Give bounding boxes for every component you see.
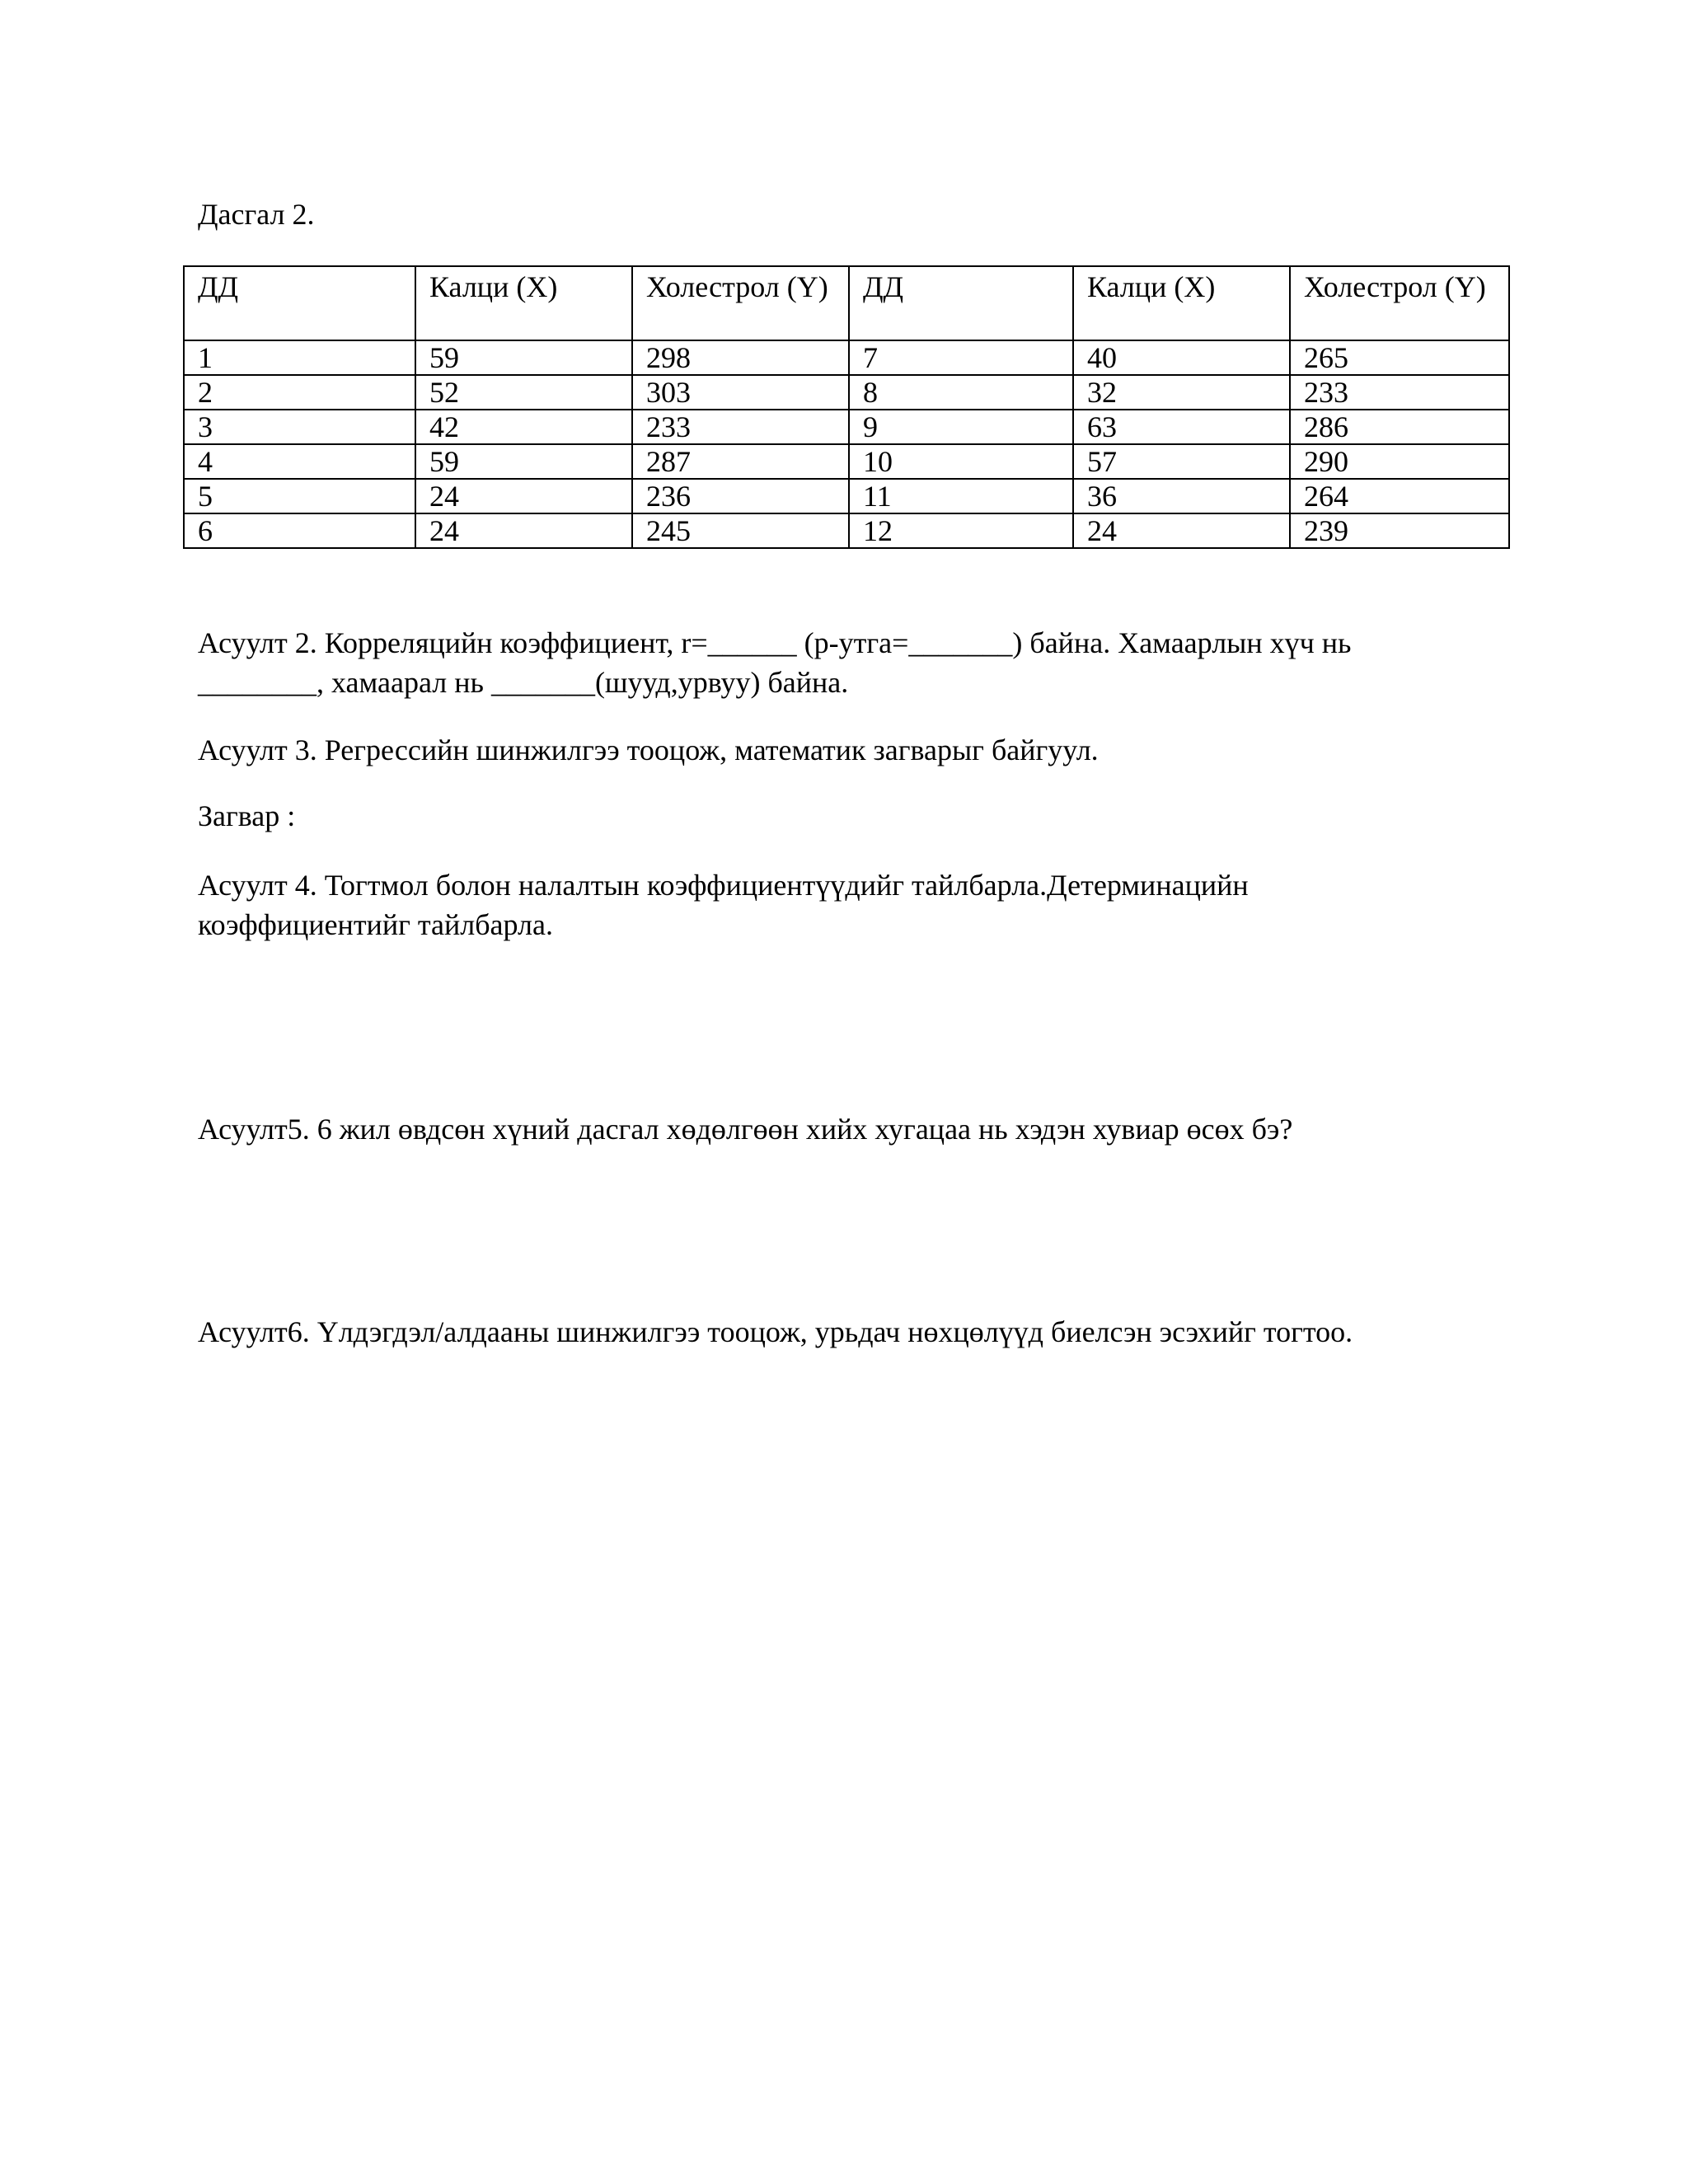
table-row: [184, 340, 1509, 375]
table-row: [184, 375, 1509, 410]
table-cell: 36: [1073, 479, 1290, 513]
table-cell: 287: [632, 444, 849, 479]
header-cell: Холестрол (Y): [632, 266, 849, 340]
table-cell: 233: [1290, 375, 1509, 410]
table-row: [184, 410, 1509, 444]
table-cell: 10: [849, 444, 1073, 479]
table-cell: 24: [1073, 513, 1290, 548]
table-row: [184, 479, 1509, 513]
question-2: Асуулт 2. Корреляцийн коэффициент, r=______ (p-утга=_______) байна. Хамаарлын хүч нь ________, хамаарал нь _______(шууд,урвуу) байна.: [198, 626, 1352, 699]
table-cell: 9: [849, 410, 1073, 444]
exercise-heading: Дасгал 2.: [198, 198, 315, 231]
table-header-row: [184, 266, 1509, 340]
table-cell: 5: [184, 479, 415, 513]
table-cell: 286: [1290, 410, 1509, 444]
table-cell: 42: [415, 410, 632, 444]
table-cell: 57: [1073, 444, 1290, 479]
table-row: [184, 444, 1509, 479]
table-cell: 63: [1073, 410, 1290, 444]
table-cell: 1: [184, 340, 415, 375]
table-cell: 59: [415, 444, 632, 479]
table-cell: 236: [632, 479, 849, 513]
table-cell: 245: [632, 513, 849, 548]
question-5: Асуулт5. 6 жил өвдсөн хүний дасгал хөдөлгөөн хийх хугацаа нь хэдэн хувиар өсөх бэ?: [198, 1113, 1293, 1146]
model-label: Загвар :: [198, 799, 296, 832]
table-cell: 264: [1290, 479, 1509, 513]
table-cell: 298: [632, 340, 849, 375]
table-cell: 8: [849, 375, 1073, 410]
table-cell: 3: [184, 410, 415, 444]
table-cell: 7: [849, 340, 1073, 375]
table-cell: 2: [184, 375, 415, 410]
header-cell: Калци (X): [1073, 266, 1290, 340]
table-body: [184, 266, 1509, 548]
table-cell: 11: [849, 479, 1073, 513]
table-cell: 40: [1073, 340, 1290, 375]
table-cell: 24: [415, 513, 632, 548]
table-cell: 59: [415, 340, 632, 375]
question-4: Асуулт 4. Тогтмол болон налалтын коэффициентүүдийг тайлбарла.Детерминацийн коэффициентийг тайлбарла.: [198, 869, 1249, 941]
table-cell: 233: [632, 410, 849, 444]
table-cell: 4: [184, 444, 415, 479]
header-cell: Калци (X): [415, 266, 632, 340]
question-6: Асуулт6. Үлдэгдэл/алдааны шинжилгээ тооцож, урьдач нөхцөлүүд биелсэн эсэхийг тогтоо.: [198, 1315, 1353, 1348]
header-cell: ДД: [184, 266, 415, 340]
table-cell: 303: [632, 375, 849, 410]
table-cell: 52: [415, 375, 632, 410]
table-cell: 24: [415, 479, 632, 513]
data-table: [183, 265, 1510, 549]
header-cell: Холестрол (Y): [1290, 266, 1509, 340]
table-cell: 6: [184, 513, 415, 548]
table-row: [184, 513, 1509, 548]
header-cell: ДД: [849, 266, 1073, 340]
table-cell: 239: [1290, 513, 1509, 548]
table-cell: 32: [1073, 375, 1290, 410]
table-cell: 12: [849, 513, 1073, 548]
question-3: Асуулт 3. Регрессийн шинжилгээ тооцож, математик загварыг байгуул.: [198, 733, 1099, 766]
table-cell: 290: [1290, 444, 1509, 479]
table-cell: 265: [1290, 340, 1509, 375]
